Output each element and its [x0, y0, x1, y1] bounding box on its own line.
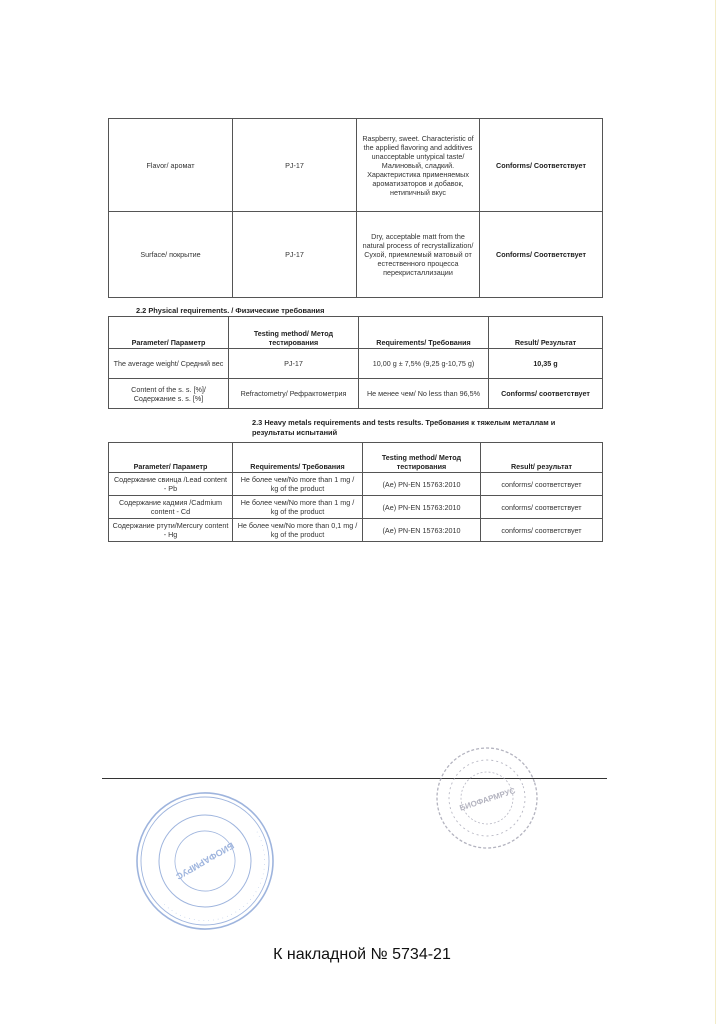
column-header: Parameter/ Параметр	[109, 443, 233, 473]
result-cell: Conforms/ Соответствует	[480, 119, 603, 212]
requirement-cell: Не менее чем/ No less than 96,5%	[359, 379, 489, 409]
parameter-cell: Содержание свинца /Lead content - Pb	[109, 473, 233, 496]
requirement-cell: Не более чем/No more than 1 mg / kg of the product	[233, 473, 363, 496]
column-header: Result/ результат	[481, 443, 603, 473]
table-header-row	[109, 443, 603, 473]
method-cell: PJ-17	[233, 212, 357, 298]
result-cell: conforms/ соответствует	[481, 519, 603, 542]
table-row	[109, 119, 603, 212]
invoice-reference: К накладной № 5734-21	[273, 946, 451, 963]
requirement-cell: Не более чем/No more than 0,1 mg / kg of the product	[233, 519, 363, 542]
method-cell: PJ-17	[229, 349, 359, 379]
parameter-cell: Flavor/ аромат	[109, 119, 233, 212]
column-header: Result/ Результат	[489, 317, 603, 349]
parameter-cell: Содержание кадмия /Cadmium content - Cd	[109, 496, 233, 519]
table-row	[109, 496, 603, 519]
organoleptic-table	[108, 118, 603, 298]
svg-text:· · · · · · · · · · · · · · ·: · · · · · · · · · · · · · · · · · · · · · · · · · · · · · · · · · · · ·	[161, 830, 268, 924]
section-title-heavy-metals: 2.3 Heavy metals requirements and tests results. Требования к тяжелым металлам и результаты испытаний	[252, 418, 556, 437]
result-cell: conforms/ соответствует	[481, 473, 603, 496]
physical-requirements-table	[108, 316, 603, 409]
table-row	[109, 473, 603, 496]
requirement-cell: Raspberry, sweet. Characteristic of the applied flavoring and additives unacceptable untypical taste/ Малиновый, сладкий. Характеристика применяемых ароматизаторов и добавок, нетипичный вкус	[357, 119, 480, 212]
column-header: Requirements/ Требования	[359, 317, 489, 349]
method-cell: (Ae) PN-EN 15763:2010	[363, 519, 481, 542]
company-stamp-right	[422, 738, 552, 858]
stamp-text-right: БИОФАРМРУС	[458, 786, 517, 813]
heavy-metals-table	[108, 442, 603, 542]
page-edge	[715, 0, 716, 1024]
parameter-cell: Content of the s. s. [%]/Содержание s. s. [%]	[109, 379, 229, 409]
table-row	[109, 379, 603, 409]
method-cell: (Ae) PN-EN 15763:2010	[363, 473, 481, 496]
result-cell: conforms/ соответствует	[481, 496, 603, 519]
method-cell: PJ-17	[233, 119, 357, 212]
column-header: Requirements/ Требования	[233, 443, 363, 473]
method-cell: Refractometry/ Рефрактометрия	[229, 379, 359, 409]
column-header: Testing method/ Метод тестирования	[229, 317, 359, 349]
company-stamp-left	[130, 786, 280, 936]
result-cell: 10,35 g	[489, 349, 603, 379]
requirement-cell: Dry, acceptable matt from the natural process of recrystallization/ Сухой, приемлемый матовый от естественного процесса перекристаллизации	[357, 212, 480, 298]
column-header: Parameter/ Параметр	[109, 317, 229, 349]
requirement-cell: 10,00 g ± 7,5% (9,25 g-10,75 g)	[359, 349, 489, 379]
section-title-physical: 2.2 Physical requirements. / Физические требования	[136, 306, 325, 315]
column-header: Testing method/ Метод тестирования	[363, 443, 481, 473]
parameter-cell: Surface/ покрытие	[109, 212, 233, 298]
table-row	[109, 349, 603, 379]
parameter-cell: Содержание ртути/Mercury content - Hg	[109, 519, 233, 542]
result-cell: Conforms/ соответствует	[489, 379, 603, 409]
table-header-row	[109, 317, 603, 349]
table-row	[109, 212, 603, 298]
method-cell: (Ae) PN-EN 15763:2010	[363, 496, 481, 519]
requirement-cell: Не более чем/No more than 1 mg / kg of the product	[233, 496, 363, 519]
table-row	[109, 519, 603, 542]
parameter-cell: The average weight/ Средний вес	[109, 349, 229, 379]
stamp-text-left: БИОФАРМРУС	[174, 840, 236, 882]
result-cell: Conforms/ Соответствует	[480, 212, 603, 298]
